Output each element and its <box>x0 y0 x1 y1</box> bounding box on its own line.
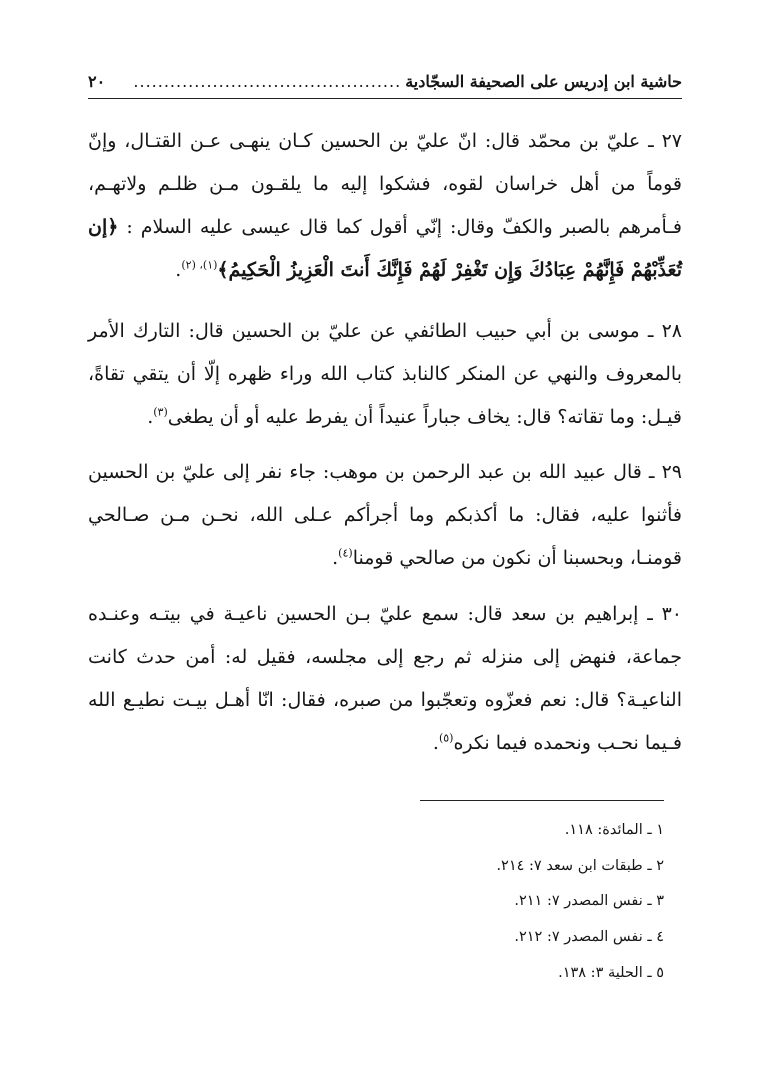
paragraph-30 <box>88 593 682 765</box>
footnote-ref: (١)، (٢) <box>181 258 218 272</box>
paragraph-text: ٢٩ ـ قال عبيد الله بن عبد الرحمن بن موهب: جاء نفر إلى عليّ بن الحسين فأثنوا عليه، فقال: ما أكذبكم وما أجرأكم عـلى الله، نحـن مـن صـالحي قومنـا، وبحسبنا أن نكون من صالحي قومنا <box>88 461 682 569</box>
footnote-4: ٤ ـ نفس المصدر ٧: ٢١٢. <box>514 929 664 945</box>
paragraph-end: . <box>175 259 182 281</box>
page-number: ٢٠ <box>88 71 106 91</box>
paragraph-end: . <box>147 406 154 428</box>
running-header <box>88 64 682 99</box>
header-title-wrap <box>133 72 682 91</box>
paragraph-end: . <box>432 732 439 754</box>
paragraph-28 <box>88 310 682 439</box>
footnote-3: ٣ ـ نفس المصدر ٧: ٢١١. <box>514 893 664 909</box>
header-leader-dots: ............................................ <box>133 71 402 91</box>
footnote-5: ٥ ـ الحلية ٣: ١٣٨. <box>558 965 664 981</box>
footnote-2: ٢ ـ طبقات ابن سعد ٧: ٢١٤. <box>496 858 664 874</box>
paragraph-text: ٢٨ ـ موسى بن أبي حبيب الطائفي عن عليّ بن الحسين قال: التارك الأمر بالمعروف والنهي عن المنكر كالنابذ كتاب الله وراء ظهره إلّا أن يتقي تقاةً، قيـل: وما تقاته؟ قال: يخاف جباراً عنيداً أن يفرط عليه أو أن يطغى <box>88 320 682 428</box>
footnote-ref: (٤) <box>338 546 353 560</box>
footnote-ref: (٥) <box>438 731 454 745</box>
footnote-ref: (٣) <box>153 405 168 419</box>
paragraph-text: ٣٠ ـ إبراهيم بن سعد قال: سمع عليّ بـن الحسين ناعيـة في بيتـه وعنـده جماعة، فنهض إلى منزله ثم رجع إلى مجلسه، فقيل له: أمن حدث كانت الناعيـة؟ قال: نعم فعزّوه وتعجّبوا من صبره، فقال: انّا أهـل بيـت نطيـع الله فـيما نحـب ونحمده فيما نكره <box>88 603 682 754</box>
paragraph-27 <box>88 120 682 292</box>
footnote-divider <box>420 800 664 801</box>
book-title: حاشية ابن إدريس على الصحيفة السجّادية <box>405 71 682 91</box>
quran-verse: ﴿إن تُعَذِّبْهُمْ فَإِنَّهُمْ عِبَادُكَ وَإِن تَغْفِرْ لَهُمْ فَإِنَّكَ أَنتَ الْعَزِيزُ الْحَكِيمُ﴾ <box>88 216 682 281</box>
paragraph-29 <box>88 451 682 580</box>
paragraph-text: ٢٧ ـ عليّ بن محمّد قال: انّ عليّ بن الحسين كـان ينهـى عـن القتـال، وإنّ قوماً من أهل خراسان لقوه، فشكوا إليه ما يلقـون مـن ظلـم ولاتهـم، فـأمرهم بالصبر والكفّ وقال: إنّي أقول كما قال عيسى عليه السلام : <box>88 130 682 238</box>
footnote-1: ١ ـ المائدة: ١١٨. <box>564 822 664 838</box>
paragraph-end: . <box>332 547 339 569</box>
